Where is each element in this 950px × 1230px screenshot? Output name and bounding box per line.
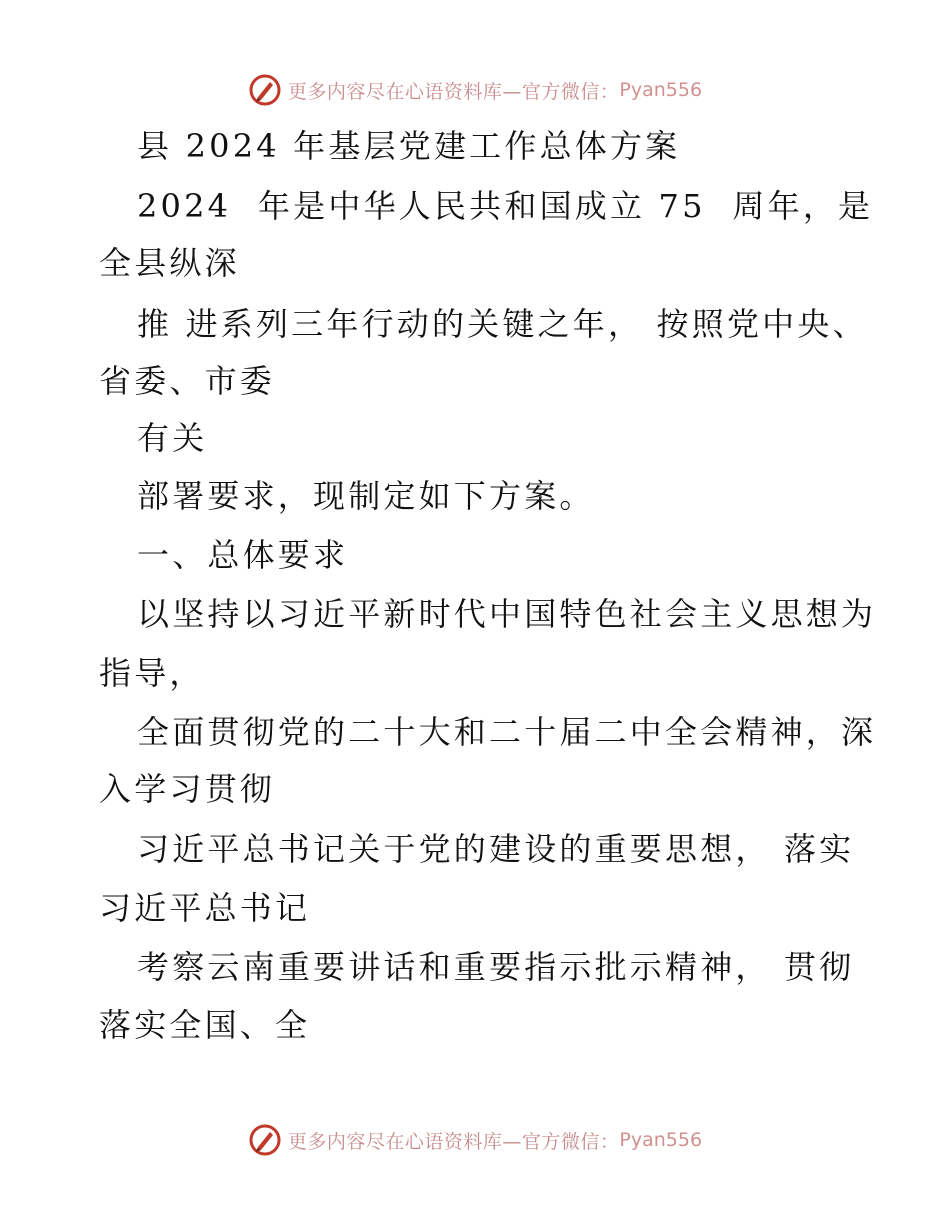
doc-line: 入学习贯彻 <box>99 770 276 808</box>
doc-line: 指导， <box>99 654 205 692</box>
watermark-text: 更多内容尽在心语资料库—官方微信： <box>287 80 620 103</box>
doc-line: 习近平总书记 <box>99 889 311 927</box>
doc-line: 落实全国、全 <box>99 1006 311 1044</box>
doc-line: 有关 <box>137 419 208 457</box>
watermark-wechat-id: Pyan556 <box>619 1129 703 1151</box>
doc-line: 考察云南重要讲话和重要指示批示精神， 贯彻 <box>137 948 855 986</box>
doc-line: 2024 年是中华人民共和国成立 75 周年，是 <box>137 187 874 225</box>
doc-line: 习近平总书记关于党的建设的重要思想， 落实 <box>137 830 855 868</box>
doc-title: 县 2024 年基层党建工作总体方案 <box>137 127 681 165</box>
watermark-text: 更多内容尽在心语资料库—官方微信： <box>287 1130 620 1153</box>
doc-line: 部署要求，现制定如下方案。 <box>137 477 595 515</box>
doc-line: 省委、市委 <box>99 362 276 400</box>
doc-line: 全面贯彻党的二十大和二十届二中全会精神，深 <box>137 713 877 751</box>
doc-line: 推 进系列三年行动的关键之年， 按照党中央、 <box>137 305 868 343</box>
doc-line: 全县纵深 <box>99 244 240 282</box>
pen-logo-icon <box>248 1123 282 1157</box>
section-heading: 一、总体要求 <box>137 536 349 574</box>
watermark-wechat-id: Pyan556 <box>619 79 703 101</box>
footer-watermark <box>0 1120 950 1160</box>
doc-line: 以坚持以习近平新时代中国特色社会主义思想为 <box>137 595 877 633</box>
